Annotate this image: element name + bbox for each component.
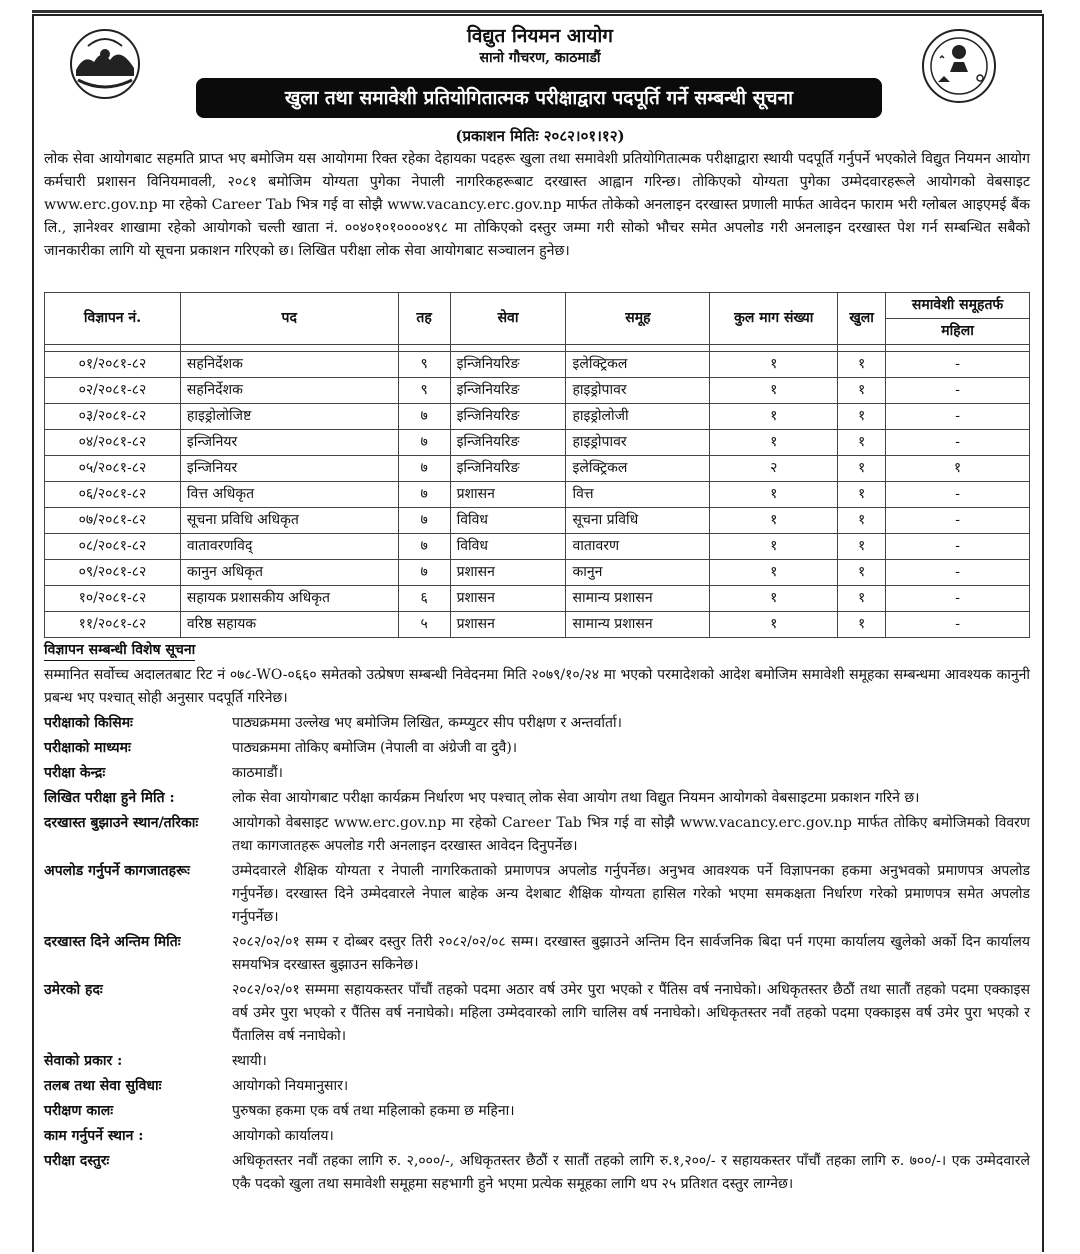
cell-service: इन्जिनियरिङ [450,456,566,482]
notice-title: खुला तथा समावेशी प्रतियोगितात्मक परीक्षाद्वारा पदपूर्ति गर्ने सम्बन्धी सूचना [196,78,882,118]
info-value: अधिकृतस्तर नवौं तहका लागि रु. २,०००/-, अधिकृतस्तर छैठौं र सातौं तहको लागि रु.१,२००/- र सहायकस्तर पाँचौं तहका लागि रु. ७००/-। एक उम्मेदवारले एकै पदको खुला तथा समावेशी समूहमा सहभागी हुने भएमा प्रत्येक समूहका लागि थप २५ प्रतिशत दस्तुर लाग्नेछ। [232,1153,1030,1192]
info-label: उमेरको हदः [44,982,103,998]
info-label: परीक्षण कालः [44,1103,114,1119]
cell-women: - [886,404,1030,430]
cell-ad-no: ०९/२०८१-८२ [45,560,181,586]
cell-service: विविध [450,534,566,560]
info-row [44,762,1030,785]
cell-post: हाइड्रोलोजिष्ट [180,404,398,430]
cell-group: कानुन [566,560,710,586]
header-women: महिला [886,319,1030,345]
info-label: परीक्षा केन्द्रः [44,765,106,781]
cell-group: हाइड्रोलोजी [566,404,710,430]
intro-paragraph: लोक सेवा आयोगबाट सहमति प्राप्त भए बमोजिम यस आयोगमा रिक्त रहेका देहायका पदहरू खुला तथा समावेशी प्रतियोगितात्मक परीक्षाद्वारा स्थायी पदपूर्ति गर्नुपर्ने भएकोले विद्युत नियमन आयोग कर्मचारी प्रशासन विनियमावली, २०८१ बमोजिम योग्यता पुगेका नेपाली नागरिकहरूबाट दरखास्त आह्वान गरिन्छ। तोकिएको योग्यता पुगेका उम्मेदवारहरूले आयोगको वेबसाइट www.erc.gov.np मा रहेको Career Tab भित्र गई वा सोझै www.vacancy.erc.gov.np मार्फत तोकेको अनलाइन दरखास्त प्रणाली मार्फत आवेदन फाराम भरी ग्लोबल आइएमई बैंक लि., ज्ञानेश्वर शाखामा रहेको आयोगको चल्ती खाता नं. ००४०१०१००००४९८ मा तोकिएको दस्तुर जम्मा गरी सोको भौचर समेत अपलोड गरी अनलाइन दरखास्त पेश गर्न सम्बन्धित सबैको जानकारीका लागि यो सूचना प्रकाशन गरिएको छ। लिखित परीक्षा लोक सेवा आयोगबाट सञ्चालन हुनेछ। [44,151,1030,259]
cell-total: १ [710,534,838,560]
vacancy-table [44,292,1030,638]
cell-post: वरिष्ठ सहायक [180,612,398,638]
cell-group: हाइड्रोपावर [566,378,710,404]
info-row [44,1150,1030,1196]
header-inclusive: समावेशी समूहतर्फ [886,293,1030,319]
cell-women: - [886,560,1030,586]
cell-open: १ [838,378,886,404]
cell-level: ९ [398,378,450,404]
cell-total: १ [710,404,838,430]
table-row [45,586,1030,612]
cell-total: १ [710,430,838,456]
cell-group: सामान्य प्रशासन [566,612,710,638]
info-row [44,860,1030,929]
cell-group: हाइड्रोपावर [566,430,710,456]
cell-total: १ [710,482,838,508]
info-value: २०८२/०२/०१ सम्ममा सहायकस्तर पाँचौं तहको पदमा अठार वर्ष उमेर पुरा भएको र पैंतिस वर्ष ननाघेको। अधिकृतस्तर छैठौं तथा सातौं तहको पदमा एक्काइस वर्ष उमेर पुरा भएको र पैंतिस वर्ष ननाघेको। महिला उम्मेदवारको लागि चालिस वर्ष ननाघेको। अधिकृतस्तर नवौं तहको पदमा एक्काइस वर्ष उमेर पुरा भएको र पैंतालिस वर्ष ननाघेको। [232,982,1030,1044]
cell-post: कानुन अधिकृत [180,560,398,586]
cell-open: १ [838,534,886,560]
cell-open: १ [838,404,886,430]
table-row [45,378,1030,404]
cell-post: वातावरणविद् [180,534,398,560]
cell-total: २ [710,456,838,482]
info-value: आयोगको कार्यालय। [232,1128,334,1144]
top-rule [32,10,1042,13]
info-value: आयोगको वेबसाइट www.erc.gov.np मा रहेको Career Tab भित्र गई वा सोझै www.vacancy.erc.gov.np मार्फत तोकिए बमोजिमको विवरण तथा कागजातहरू अपलोड गरी अनलाइन दरखास्त आवेदन दिनुपर्नेछ। [232,815,1030,854]
table-row [45,508,1030,534]
cell-group: इलेक्ट्रिकल [566,352,710,378]
special-notice-title: विज्ञापन सम्बन्धी विशेष सूचना [44,640,195,661]
info-label: लिखित परीक्षा हुने मिति : [44,790,175,806]
cell-service: प्रशासन [450,612,566,638]
header-level: तह [398,293,450,345]
cell-level: ५ [398,612,450,638]
header-service: सेवा [450,293,566,345]
cell-service: इन्जिनियरिङ [450,352,566,378]
cell-ad-no: ०३/२०८१-८२ [45,404,181,430]
info-row [44,712,1030,735]
info-value: २०८२/०२/०१ सम्म र दोब्बर दस्तुर तिरी २०८२/०२/०८ सम्म। दरखास्त बुझाउने अन्तिम दिन सार्वजनिक बिदा पर्न गएमा कार्यालय खुलेको अर्को दिन कार्यालय समयभित्र दरखास्त बुझाउन सकिनेछ। [232,934,1030,973]
info-value: आयोगको नियमानुसार। [232,1078,349,1094]
cell-post: सूचना प्रविधि अधिकृत [180,508,398,534]
cell-service: इन्जिनियरिङ [450,404,566,430]
info-value: काठमाडौं। [232,765,283,781]
cell-ad-no: ०५/२०८१-८२ [45,456,181,482]
info-label: दरखास्त बुझाउने स्थान/तरिकाः [44,815,199,831]
info-label: काम गर्नुपर्ने स्थान : [44,1128,144,1144]
info-row [44,1050,1030,1073]
cell-women: - [886,482,1030,508]
cell-service: प्रशासन [450,586,566,612]
cell-women: - [886,612,1030,638]
info-label: तलब तथा सेवा सुविधाः [44,1078,162,1094]
cell-total: १ [710,508,838,534]
info-label: दरखास्त दिने अन्तिम मितिः [44,934,181,950]
info-label: सेवाको प्रकार : [44,1053,123,1069]
table-row [45,612,1030,638]
info-value: उम्मेदवारले शैक्षिक योग्यता र नेपाली नागरिकताको प्रमाणपत्र अपलोड गर्नुपर्नेछ। अनुभव आवश्यक पर्ने विज्ञापनका हकमा अनुभवको प्रमाणपत्र अपलोड गर्नुपर्नेछ। दरखास्त दिने उम्मेदवारले नेपाल बाहेक अन्य देशबाट शैक्षिक योग्यता हासिल गरेको भएमा समकक्षता निर्धारण गरेको प्रमाणपत्र समेत अपलोड गर्नुपर्नेछ। [232,863,1030,925]
info-row [44,1100,1030,1123]
cell-open: १ [838,560,886,586]
header-open: खुला [838,293,886,345]
info-label: परीक्षाको किसिमः [44,715,133,731]
cell-post: सहायक प्रशासकीय अधिकृत [180,586,398,612]
cell-total: १ [710,352,838,378]
publish-date: (प्रकाशन मितिः २०८२।०१।१२) [455,127,625,145]
info-list [44,712,1030,1198]
table-row [45,352,1030,378]
cell-level: ७ [398,430,450,456]
cell-group: सूचना प्रविधि [566,508,710,534]
cell-service: प्रशासन [450,560,566,586]
cell-ad-no: ०१/२०८१-८२ [45,352,181,378]
info-value: पाठ्यक्रममा तोकिए बमोजिम (नेपाली वा अंग्रेजी वा दुवै)। [232,740,518,756]
table-row [45,534,1030,560]
cell-post: सहनिर्देशक [180,352,398,378]
cell-total: १ [710,612,838,638]
cell-ad-no: ०६/२०८१-८२ [45,482,181,508]
cell-post: सहनिर्देशक [180,378,398,404]
cell-open: १ [838,430,886,456]
info-row [44,737,1030,760]
cell-women: - [886,508,1030,534]
cell-open: १ [838,586,886,612]
cell-total: १ [710,586,838,612]
info-row [44,787,1030,810]
cell-post: इन्जिनियर [180,430,398,456]
info-value: स्थायी। [232,1053,267,1069]
cell-open: १ [838,508,886,534]
cell-ad-no: ११/२०८१-८२ [45,612,181,638]
cell-service: विविध [450,508,566,534]
cell-ad-no: ०७/२०८१-८२ [45,508,181,534]
info-value: पुरुषका हकमा एक वर्ष तथा महिलाको हकमा छ महिना। [232,1103,515,1119]
table-row [45,482,1030,508]
table-row [45,430,1030,456]
cell-post: इन्जिनियर [180,456,398,482]
cell-ad-no: १०/२०८१-८२ [45,586,181,612]
cell-service: इन्जिनियरिङ [450,430,566,456]
table-row [45,560,1030,586]
cell-open: १ [838,352,886,378]
header-post: पद [180,293,398,345]
org-name: विद्युत नियमन आयोग [467,25,613,47]
cell-women: - [886,352,1030,378]
cell-women: - [886,430,1030,456]
info-label: परीक्षा दस्तुरः [44,1153,110,1169]
cell-level: ७ [398,508,450,534]
cell-group: सामान्य प्रशासन [566,586,710,612]
cell-group: वित्त [566,482,710,508]
cell-group: वातावरण [566,534,710,560]
header-ad-no: विज्ञापन नं. [45,293,181,345]
cell-open: १ [838,456,886,482]
table-row [45,404,1030,430]
cell-level: ७ [398,404,450,430]
cell-open: १ [838,612,886,638]
cell-service: इन्जिनियरिङ [450,378,566,404]
info-row [44,812,1030,858]
cell-women: - [886,586,1030,612]
cell-level: ६ [398,586,450,612]
cell-service: प्रशासन [450,482,566,508]
cell-open: १ [838,482,886,508]
header-group: समूह [566,293,710,345]
header-total: कुल माग संख्या [710,293,838,345]
info-value: लोक सेवा आयोगबाट परीक्षा कार्यक्रम निर्धारण भए पश्चात् लोक सेवा आयोग तथा विद्युत नियमन आयोगको वेबसाइटमा प्रकाशन गरिने छ। [232,790,920,806]
cell-ad-no: ०४/२०८१-८२ [45,430,181,456]
cell-level: ७ [398,534,450,560]
cell-level: ७ [398,482,450,508]
info-label: अपलोड गर्नुपर्ने कागजातहरूः [44,863,190,879]
cell-women: १ [886,456,1030,482]
cell-level: ७ [398,560,450,586]
info-row [44,1075,1030,1098]
cell-group: इलेक्ट्रिकल [566,456,710,482]
info-label: परीक्षाको माध्यमः [44,740,131,756]
info-row [44,979,1030,1048]
cell-total: १ [710,378,838,404]
spacer-row [45,345,1030,352]
cell-ad-no: ०२/२०८१-८२ [45,378,181,404]
table-body [45,345,1030,638]
cell-ad-no: ०८/२०८१-८२ [45,534,181,560]
cell-women: - [886,378,1030,404]
special-notice-text: सम्मानित सर्वोच्च अदालतबाट रिट नं ०७८-WO-०६६० समेतको उत्प्रेषण सम्बन्धी निवेदनमा मिति २०७९/१०/२४ मा भएको परमादेशको आदेश बमोजिम समावेशी समूहका सम्बन्धमा आवश्यक कानुनी प्रबन्ध भए पश्चात् सोही अनुसार पदपूर्ति गरिनेछ। [44,667,1030,706]
info-row [44,1125,1030,1148]
org-address: सानो गौचरण, काठमाडौं [479,50,601,66]
info-row [44,931,1030,977]
cell-level: ९ [398,352,450,378]
cell-level: ७ [398,456,450,482]
cell-total: १ [710,560,838,586]
info-value: पाठ्यक्रममा उल्लेख भए बमोजिम लिखित, कम्प्युटर सीप परीक्षण र अन्तर्वार्ता। [232,715,622,731]
table-row [45,456,1030,482]
cell-women: - [886,534,1030,560]
cell-post: वित्त अधिकृत [180,482,398,508]
